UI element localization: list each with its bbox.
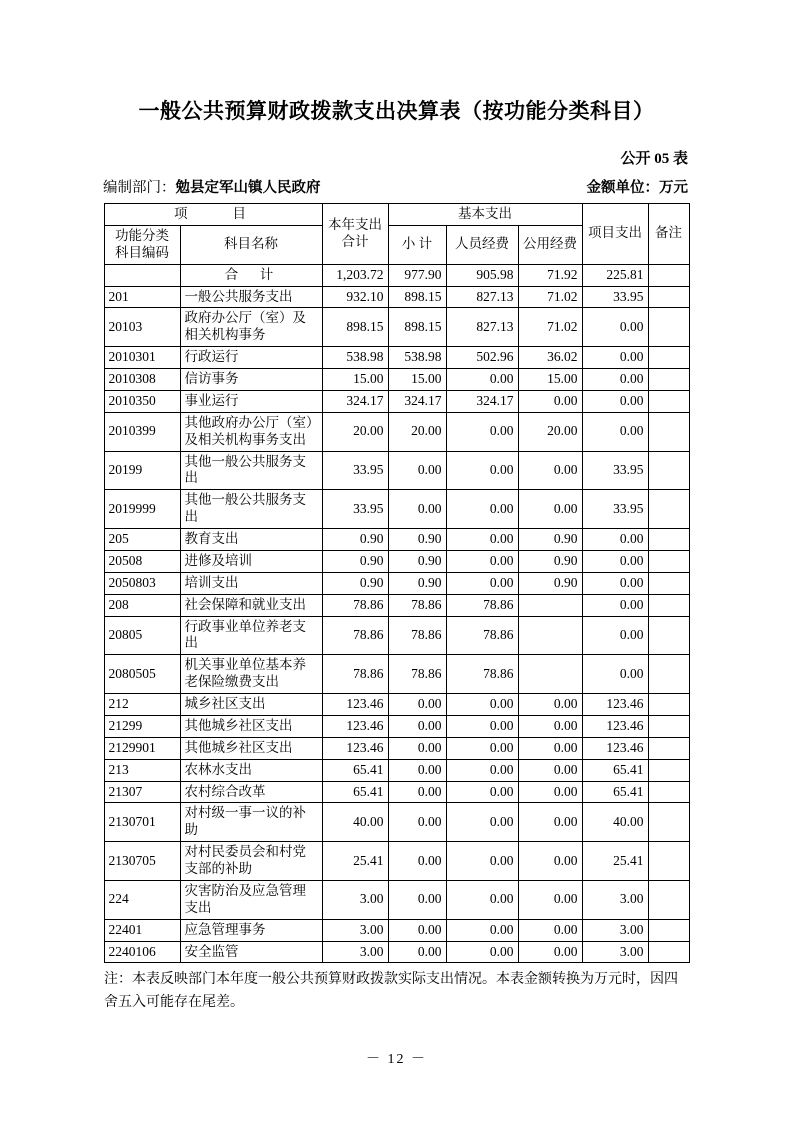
table-row (104, 737, 689, 759)
cell-remark (648, 264, 689, 286)
cell-subtotal: 324.17 (388, 390, 446, 412)
cell-subtotal: 0.00 (388, 737, 446, 759)
cell-project: 0.00 (582, 529, 648, 551)
cell-subject-name: 对村级一事一议的补助 (180, 803, 322, 842)
cell-annual-total: 3.00 (322, 941, 388, 963)
cell-project: 0.00 (582, 594, 648, 616)
cell-remark (648, 781, 689, 803)
table-row (104, 264, 689, 286)
header-subtotal: 小 计 (388, 225, 446, 264)
cell-annual-total: 20.00 (322, 412, 388, 451)
cell-personnel: 78.86 (446, 594, 518, 616)
cell-personnel: 502.96 (446, 347, 518, 369)
cell-remark (648, 286, 689, 308)
cell-subject-name: 其他一般公共服务支出 (180, 451, 322, 490)
cell-project: 123.46 (582, 694, 648, 716)
cell-code: 2080505 (104, 655, 180, 694)
cell-annual-total: 40.00 (322, 803, 388, 842)
cell-project: 0.00 (582, 550, 648, 572)
table-row (104, 941, 689, 963)
cell-annual-total: 65.41 (322, 781, 388, 803)
cell-subtotal: 0.00 (388, 842, 446, 881)
table-row (104, 655, 689, 694)
table-note (104, 969, 689, 1014)
cell-public: 0.90 (518, 572, 582, 594)
cell-personnel: 0.00 (446, 803, 518, 842)
cell-subject-name: 对村民委员会和村党支部的补助 (180, 842, 322, 881)
table-row (104, 572, 689, 594)
cell-project: 25.41 (582, 842, 648, 881)
cell-project: 3.00 (582, 880, 648, 919)
cell-subject-name: 其他城乡社区支出 (180, 715, 322, 737)
cell-project: 33.95 (582, 286, 648, 308)
cell-annual-total: 123.46 (322, 737, 388, 759)
cell-project: 0.00 (582, 412, 648, 451)
cell-annual-total: 123.46 (322, 715, 388, 737)
cell-personnel: 0.00 (446, 412, 518, 451)
cell-remark (648, 880, 689, 919)
cell-code: 2019999 (104, 490, 180, 529)
header-remark: 备注 (648, 204, 689, 265)
cell-remark (648, 369, 689, 391)
header-subject-name: 科目名称 (180, 225, 322, 264)
cell-personnel: 0.00 (446, 572, 518, 594)
cell-remark (648, 347, 689, 369)
header-group-item: 项 目 (104, 204, 322, 226)
cell-annual-total: 0.90 (322, 529, 388, 551)
table-row (104, 347, 689, 369)
cell-code: 20199 (104, 451, 180, 490)
cell-subject-name: 安全监管 (180, 941, 322, 963)
cell-code: 2010301 (104, 347, 180, 369)
cell-personnel: 905.98 (446, 264, 518, 286)
cell-subject-name: 行政事业单位养老支出 (180, 616, 322, 655)
cell-personnel: 0.00 (446, 490, 518, 529)
cell-remark (648, 490, 689, 529)
cell-annual-total: 1,203.72 (322, 264, 388, 286)
cell-subtotal: 0.00 (388, 781, 446, 803)
cell-subtotal: 898.15 (388, 308, 446, 347)
cell-remark (648, 803, 689, 842)
department-label: 编制部门： (103, 180, 176, 196)
cell-annual-total: 932.10 (322, 286, 388, 308)
cell-project: 0.00 (582, 369, 648, 391)
cell-remark (648, 941, 689, 963)
cell-subject-name: 其他政府办公厅（室）及相关机构事务支出 (180, 412, 322, 451)
table-row (104, 759, 689, 781)
cell-public: 0.00 (518, 941, 582, 963)
cell-public (518, 655, 582, 694)
table-header-row-1 (104, 204, 689, 226)
cell-project: 0.00 (582, 616, 648, 655)
table-row (104, 412, 689, 451)
cell-subject-name: 事业运行 (180, 390, 322, 412)
cell-personnel: 0.00 (446, 919, 518, 941)
cell-public: 20.00 (518, 412, 582, 451)
cell-personnel: 0.00 (446, 550, 518, 572)
cell-subtotal: 0.00 (388, 941, 446, 963)
cell-annual-total: 538.98 (322, 347, 388, 369)
cell-code: 2010399 (104, 412, 180, 451)
header-code-line1: 功能分类 (115, 227, 169, 243)
cell-subject-name: 行政运行 (180, 347, 322, 369)
cell-public: 0.00 (518, 781, 582, 803)
cell-annual-total: 0.90 (322, 572, 388, 594)
cell-subtotal: 0.00 (388, 919, 446, 941)
cell-code: 21307 (104, 781, 180, 803)
cell-personnel: 78.86 (446, 616, 518, 655)
cell-subtotal: 0.90 (388, 550, 446, 572)
cell-project: 0.00 (582, 572, 648, 594)
cell-remark (648, 412, 689, 451)
cell-code: 208 (104, 594, 180, 616)
cell-code: 205 (104, 529, 180, 551)
cell-personnel: 0.00 (446, 451, 518, 490)
cell-project: 0.00 (582, 390, 648, 412)
cell-annual-total: 3.00 (322, 880, 388, 919)
table-row (104, 715, 689, 737)
cell-annual-total: 78.86 (322, 594, 388, 616)
cell-project: 123.46 (582, 715, 648, 737)
cell-remark (648, 616, 689, 655)
cell-subject-name: 政府办公厅（室）及相关机构事务 (180, 308, 322, 347)
cell-annual-total: 123.46 (322, 694, 388, 716)
cell-code: 22401 (104, 919, 180, 941)
cell-public: 0.90 (518, 550, 582, 572)
cell-code: 2010350 (104, 390, 180, 412)
table-row (104, 803, 689, 842)
table-row (104, 694, 689, 716)
table-row (104, 451, 689, 490)
cell-project: 225.81 (582, 264, 648, 286)
meta-row (0, 176, 793, 197)
table-row (104, 490, 689, 529)
cell-personnel: 324.17 (446, 390, 518, 412)
table-row (104, 286, 689, 308)
cell-project: 33.95 (582, 490, 648, 529)
cell-public (518, 594, 582, 616)
table-row (104, 529, 689, 551)
cell-code: 20805 (104, 616, 180, 655)
cell-personnel: 0.00 (446, 781, 518, 803)
cell-annual-total: 898.15 (322, 308, 388, 347)
cell-project: 0.00 (582, 347, 648, 369)
cell-public: 15.00 (518, 369, 582, 391)
cell-subtotal: 0.00 (388, 759, 446, 781)
cell-remark (648, 594, 689, 616)
cell-code: 2130701 (104, 803, 180, 842)
cell-annual-total: 3.00 (322, 919, 388, 941)
table-row (104, 842, 689, 881)
cell-subtotal: 0.00 (388, 451, 446, 490)
cell-public: 0.00 (518, 715, 582, 737)
sheet-number: 公开 05 表 (620, 151, 688, 167)
cell-project: 33.95 (582, 451, 648, 490)
cell-project: 3.00 (582, 919, 648, 941)
header-code-line2: 科目编码 (115, 244, 169, 260)
table-row (104, 880, 689, 919)
cell-remark (648, 308, 689, 347)
table-row (104, 369, 689, 391)
cell-code: 2010308 (104, 369, 180, 391)
table-row (104, 616, 689, 655)
cell-code: 2240106 (104, 941, 180, 963)
cell-subtotal: 0.00 (388, 803, 446, 842)
cell-public: 71.02 (518, 286, 582, 308)
table-row (104, 550, 689, 572)
cell-subtotal: 78.86 (388, 594, 446, 616)
cell-subtotal: 78.86 (388, 616, 446, 655)
cell-remark (648, 390, 689, 412)
cell-code: 20103 (104, 308, 180, 347)
page-title: 一般公共预算财政拨款支出决算表（按功能分类科目） (138, 99, 655, 123)
cell-public: 36.02 (518, 347, 582, 369)
cell-project: 0.00 (582, 308, 648, 347)
table-note-text: 注：本表反映部门本年度一般公共预算财政拨款实际支出情况。本表金额转换为万元时，因四舍五入可能存在尾差。 (104, 972, 678, 1010)
cell-public: 0.00 (518, 759, 582, 781)
department-info (103, 176, 321, 197)
cell-remark (648, 451, 689, 490)
cell-project: 65.41 (582, 759, 648, 781)
cell-annual-total: 78.86 (322, 616, 388, 655)
cell-remark (648, 572, 689, 594)
cell-project: 3.00 (582, 941, 648, 963)
cell-public: 0.00 (518, 842, 582, 881)
cell-subtotal: 0.00 (388, 715, 446, 737)
cell-public (518, 616, 582, 655)
cell-public: 0.00 (518, 803, 582, 842)
cell-subtotal: 0.90 (388, 529, 446, 551)
cell-subject-name: 城乡社区支出 (180, 694, 322, 716)
cell-personnel: 827.13 (446, 286, 518, 308)
cell-subject-name: 合 计 (180, 264, 322, 286)
cell-code: 224 (104, 880, 180, 919)
cell-subject-name: 应急管理事务 (180, 919, 322, 941)
header-personnel: 人员经费 (446, 225, 518, 264)
cell-subject-name: 农林水支出 (180, 759, 322, 781)
cell-public: 0.00 (518, 390, 582, 412)
cell-public: 0.00 (518, 737, 582, 759)
cell-personnel: 0.00 (446, 880, 518, 919)
cell-annual-total: 33.95 (322, 490, 388, 529)
cell-public: 0.90 (518, 529, 582, 551)
cell-project: 0.00 (582, 655, 648, 694)
cell-subtotal: 0.00 (388, 490, 446, 529)
cell-code: 2050803 (104, 572, 180, 594)
cell-subject-name: 机关事业单位基本养老保险缴费支出 (180, 655, 322, 694)
table-body (104, 264, 689, 963)
header-code (104, 225, 180, 264)
table-row (104, 781, 689, 803)
cell-public: 0.00 (518, 490, 582, 529)
budget-table (104, 203, 690, 963)
cell-code: 2129901 (104, 737, 180, 759)
cell-remark (648, 737, 689, 759)
cell-code: 2130705 (104, 842, 180, 881)
cell-personnel: 827.13 (446, 308, 518, 347)
cell-annual-total: 78.86 (322, 655, 388, 694)
cell-code: 21299 (104, 715, 180, 737)
cell-annual-total: 25.41 (322, 842, 388, 881)
cell-remark (648, 550, 689, 572)
cell-public: 71.02 (518, 308, 582, 347)
header-group-basic: 基本支出 (388, 204, 582, 226)
cell-remark (648, 919, 689, 941)
cell-remark (648, 694, 689, 716)
table-row (104, 919, 689, 941)
cell-annual-total: 33.95 (322, 451, 388, 490)
cell-project: 123.46 (582, 737, 648, 759)
cell-subject-name: 进修及培训 (180, 550, 322, 572)
table-row (104, 308, 689, 347)
cell-project: 65.41 (582, 781, 648, 803)
cell-remark (648, 759, 689, 781)
cell-subtotal: 0.00 (388, 694, 446, 716)
cell-annual-total: 65.41 (322, 759, 388, 781)
cell-subtotal: 0.90 (388, 572, 446, 594)
header-project: 项目支出 (582, 204, 648, 265)
cell-personnel: 0.00 (446, 941, 518, 963)
cell-remark (648, 715, 689, 737)
cell-code: 201 (104, 286, 180, 308)
cell-code: 20508 (104, 550, 180, 572)
cell-personnel: 0.00 (446, 715, 518, 737)
cell-remark (648, 655, 689, 694)
cell-personnel: 78.86 (446, 655, 518, 694)
cell-subject-name: 其他城乡社区支出 (180, 737, 322, 759)
department-name: 勉县定军山镇人民政府 (175, 180, 321, 196)
cell-personnel: 0.00 (446, 759, 518, 781)
cell-code: 213 (104, 759, 180, 781)
cell-project: 40.00 (582, 803, 648, 842)
cell-remark (648, 842, 689, 881)
cell-annual-total: 0.90 (322, 550, 388, 572)
cell-annual-total: 324.17 (322, 390, 388, 412)
page-number: － 12 － (366, 1052, 427, 1068)
cell-subject-name: 农村综合改革 (180, 781, 322, 803)
cell-subtotal: 78.86 (388, 655, 446, 694)
cell-public: 71.92 (518, 264, 582, 286)
cell-public: 0.00 (518, 451, 582, 490)
cell-subject-name: 信访事务 (180, 369, 322, 391)
cell-personnel: 0.00 (446, 694, 518, 716)
cell-subtotal: 20.00 (388, 412, 446, 451)
header-annual-total-line1: 本年支出 (328, 216, 382, 232)
cell-code (104, 264, 180, 286)
cell-subtotal: 977.90 (388, 264, 446, 286)
cell-subject-name: 教育支出 (180, 529, 322, 551)
cell-personnel: 0.00 (446, 369, 518, 391)
cell-public: 0.00 (518, 694, 582, 716)
cell-code: 212 (104, 694, 180, 716)
table-row (104, 594, 689, 616)
cell-personnel: 0.00 (446, 737, 518, 759)
header-annual-total-line2: 合计 (341, 233, 369, 249)
cell-subtotal: 15.00 (388, 369, 446, 391)
cell-remark (648, 529, 689, 551)
amount-unit: 金额单位：万元 (586, 180, 688, 196)
cell-subtotal: 538.98 (388, 347, 446, 369)
cell-personnel: 0.00 (446, 842, 518, 881)
cell-public: 0.00 (518, 880, 582, 919)
cell-subject-name: 培训支出 (180, 572, 322, 594)
table-header (104, 204, 689, 265)
cell-personnel: 0.00 (446, 529, 518, 551)
header-annual-total (322, 204, 388, 265)
cell-subtotal: 0.00 (388, 880, 446, 919)
cell-subject-name: 社会保障和就业支出 (180, 594, 322, 616)
cell-subject-name: 其他一般公共服务支出 (180, 490, 322, 529)
cell-subject-name: 一般公共服务支出 (180, 286, 322, 308)
cell-public: 0.00 (518, 919, 582, 941)
cell-subtotal: 898.15 (388, 286, 446, 308)
cell-subject-name: 灾害防治及应急管理支出 (180, 880, 322, 919)
header-public: 公用经费 (518, 225, 582, 264)
cell-annual-total: 15.00 (322, 369, 388, 391)
table-row (104, 390, 689, 412)
